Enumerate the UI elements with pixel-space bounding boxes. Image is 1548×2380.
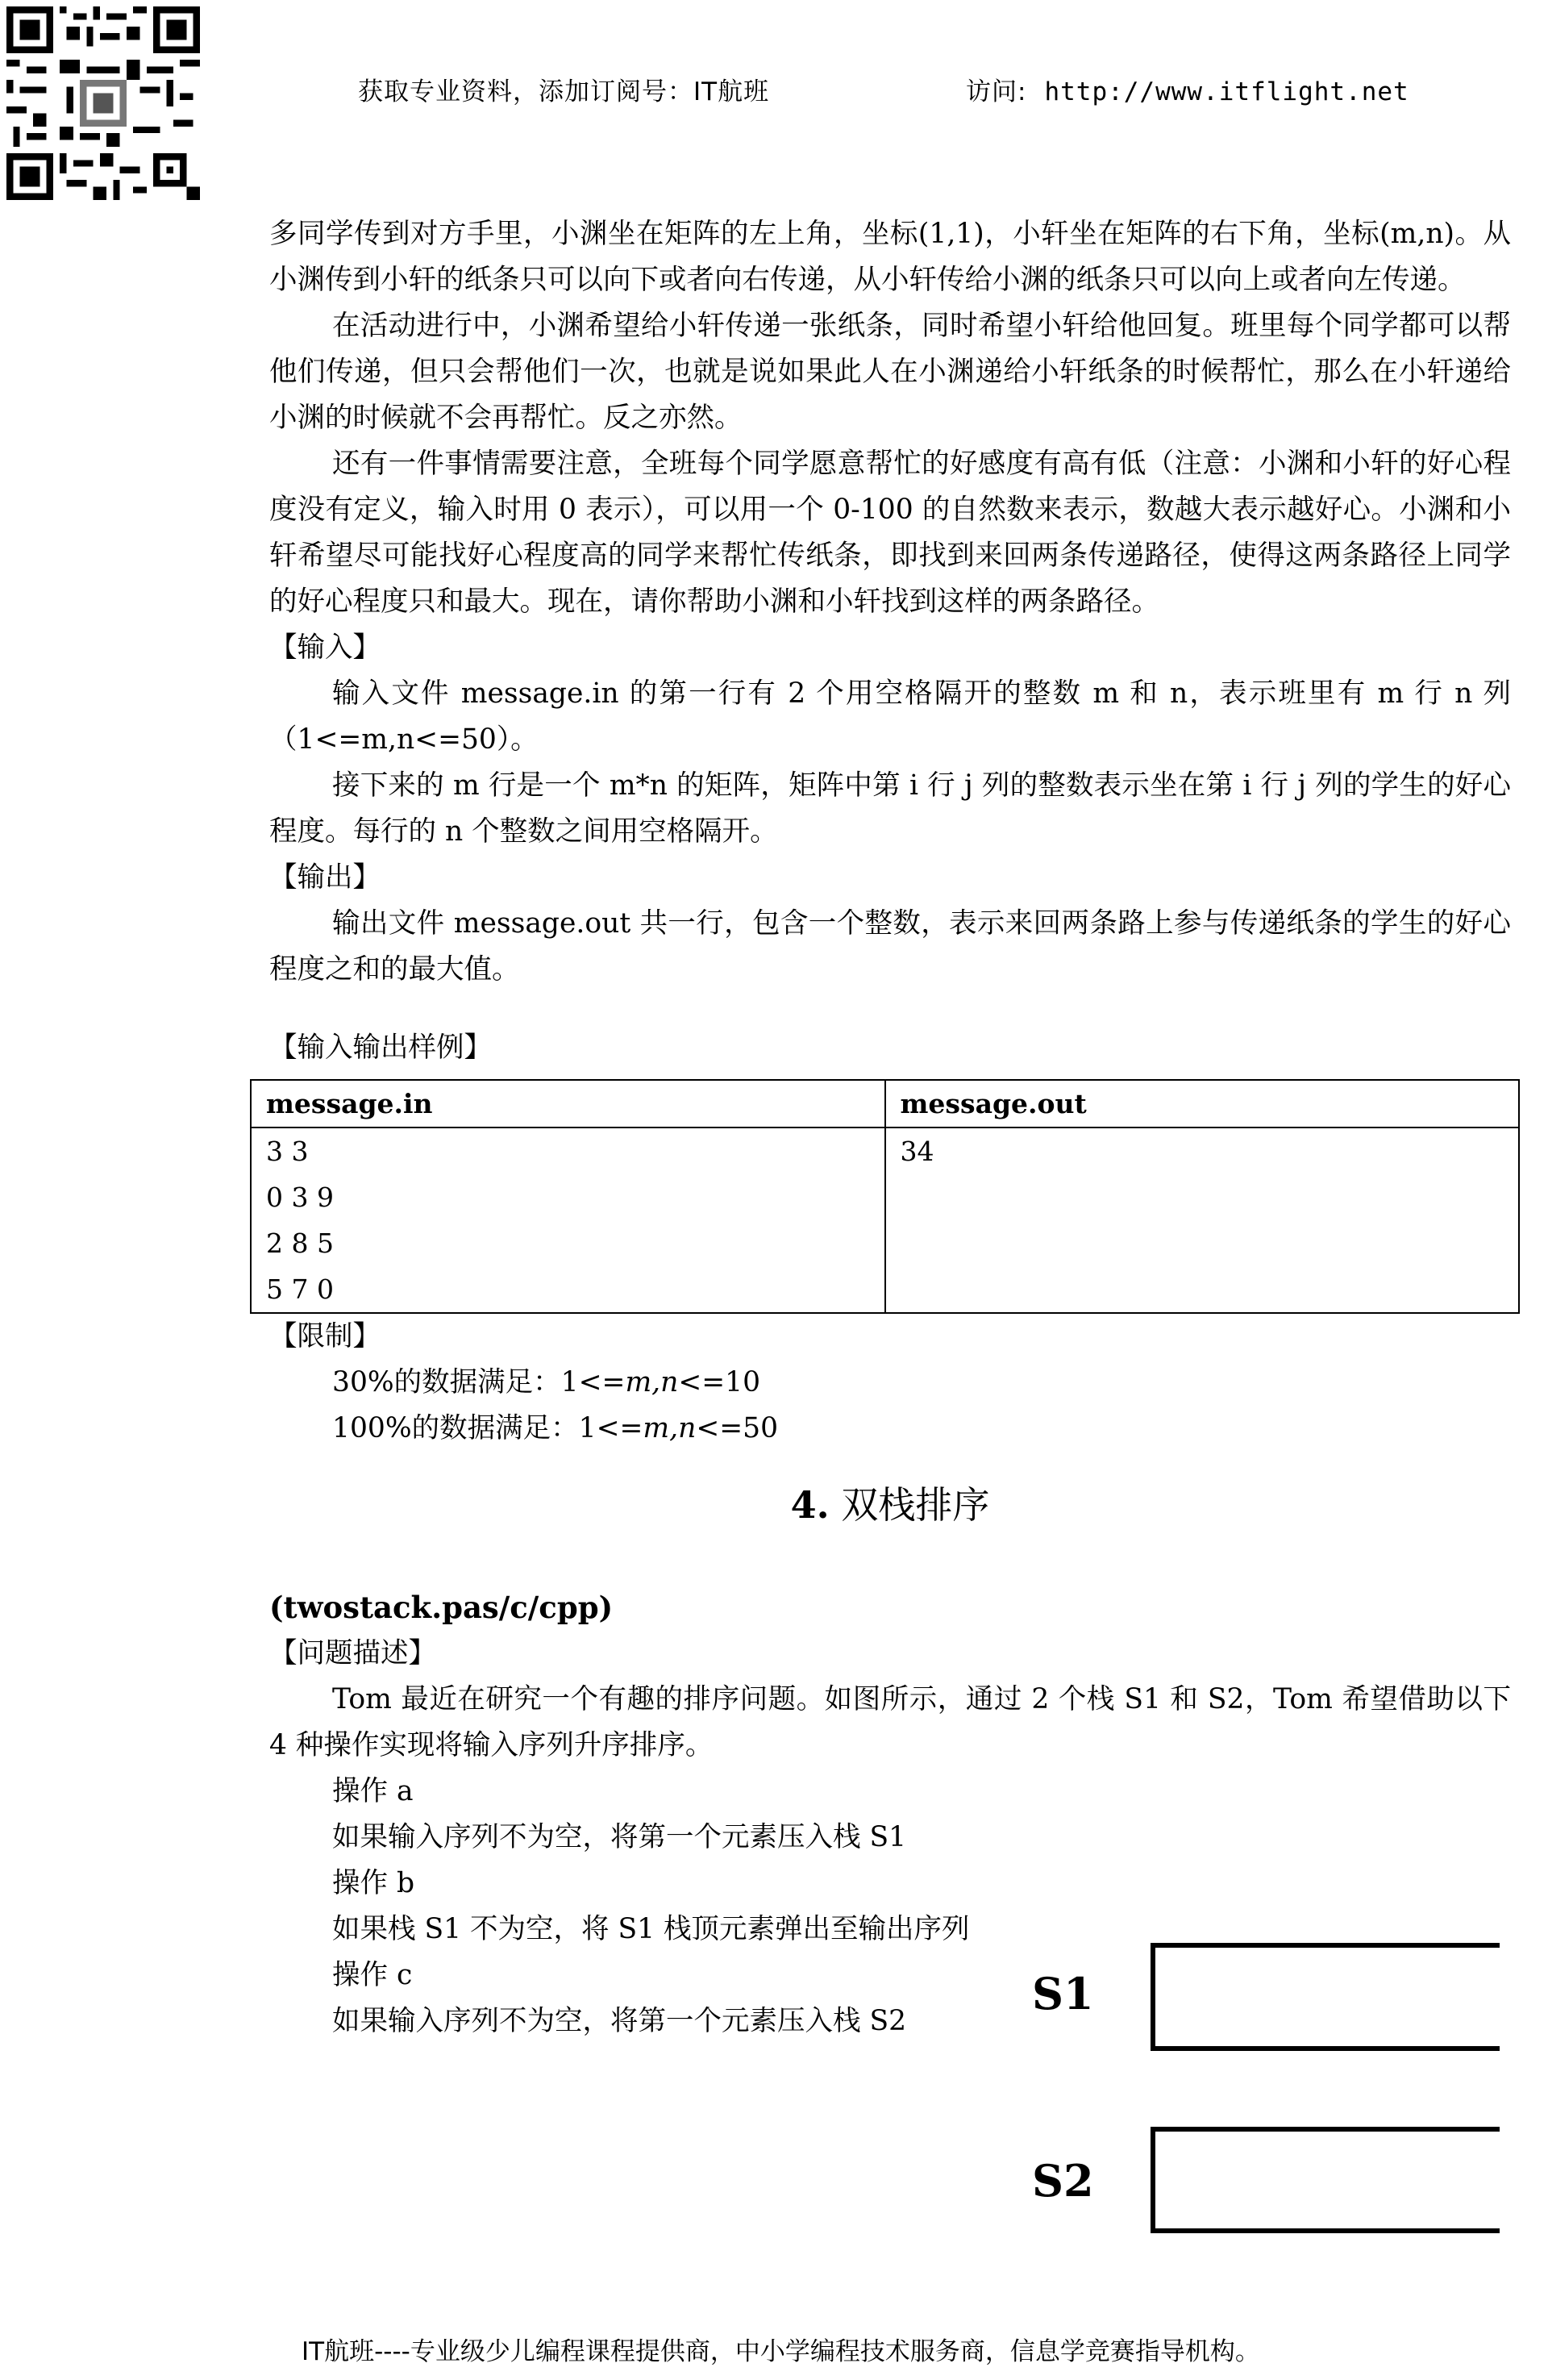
table-header-out: message.out: [885, 1080, 1520, 1127]
paragraph: 多同学传到对方手里，小渊坐在矩阵的左上角，坐标(1,1)，小轩坐在矩阵的右下角，坐标(m,n)。从小渊传到小轩的纸条只可以向下或者向右传递，从小轩传给小渊的纸条只可以向上或者向左传递。: [269, 218, 1511, 296]
op-desc: 如果输入序列不为空，将第一个元素压入栈 S2: [332, 2005, 907, 2037]
header-url[interactable]: http://www.itflight.net: [1044, 77, 1409, 106]
op-label: 操作 b: [332, 1867, 415, 1899]
section-heading-desc: 【问题描述】: [269, 1637, 436, 1669]
paragraph: Tom 最近在研究一个有趣的排序问题。如图所示，通过 2 个栈 S1 和 S2，Tom 希望借助以下 4 种操作实现将输入序列升序排序。: [269, 1683, 1511, 1761]
limit-line: 30%的数据满足：1<=m,n<=10: [332, 1366, 761, 1398]
page-footer: IT航班----专业级少儿编程课程提供商，中小学编程技术服务商，信息学竞赛指导机构。: [302, 2337, 1260, 2366]
problem-title: 4. 双栈排序: [790, 1483, 990, 1527]
sample-table: [250, 1079, 1520, 1314]
paragraph: 输出文件 message.out 共一行，包含一个整数，表示来回两条路上参与传递纸条的学生的好心程度之和的最大值。: [269, 907, 1511, 986]
section-heading-input: 【输入】: [269, 631, 381, 664]
qr-code: [6, 6, 200, 200]
paragraph: 还有一件事情需要注意，全班每个同学愿意帮忙的好感度有高有低（注意：小渊和小轩的好心程度没有定义，输入时用 0 表示），可以用一个 0-100 的自然数来表示，数越大表示越好心。小渊和小轩希望尽可能找好心程度高的同学来帮忙传纸条，即找到来回两条传递路径，使得这两条路径上同学的好心程度只和最大。现在，请你帮助小渊和小轩找到这样的两条路径。: [269, 448, 1511, 618]
sample-in-line: 3 3: [266, 1136, 309, 1167]
op-label: 操作 c: [332, 1959, 413, 1991]
table-header-in: message.in: [251, 1080, 885, 1127]
op-label: 操作 a: [332, 1775, 414, 1807]
paragraph: 输入文件 message.in 的第一行有 2 个用空格隔开的整数 m 和 n，表示班里有 m 行 n 列（1<=m,n<=50）。: [269, 677, 1511, 756]
sample-in-line: 0 3 9: [266, 1182, 334, 1213]
op-desc: 如果输入序列不为空，将第一个元素压入栈 S1: [332, 1821, 907, 1853]
table-cell-out: [885, 1127, 1520, 1313]
limit-line: 100%的数据满足：1<=m,n<=50: [332, 1412, 779, 1444]
stack-label-s1: S1: [1032, 1968, 1094, 2019]
stack-label-s2: S2: [1032, 2155, 1094, 2207]
paragraph: 在活动进行中，小渊希望给小轩传递一张纸条，同时希望小轩给他回复。班里每个同学都可以帮他们传递，但只会帮他们一次，也就是说如果此人在小渊递给小轩纸条的时候帮忙，那么在小轩递给小渊的时候就不会再帮忙。反之亦然。: [269, 310, 1511, 434]
page-header: [358, 71, 1409, 107]
sample-in-line: 5 7 0: [266, 1273, 334, 1305]
operations-list: [269, 1769, 979, 2044]
table-cell-in: [251, 1127, 885, 1313]
header-visit: [966, 71, 1409, 107]
section-heading-limits: 【限制】: [269, 1320, 381, 1353]
problem-filename: (twostack.pas/c/cpp): [269, 1590, 614, 1625]
header-promo: 获取专业资料，添加订阅号：IT航班: [358, 77, 770, 106]
sample-out-line: 34: [900, 1136, 934, 1167]
paragraph: 接下来的 m 行是一个 m*n 的矩阵，矩阵中第 i 行 j 列的整数表示坐在第 i 行 j 列的学生的好心程度。每行的 n 个整数之间用空格隔开。: [269, 769, 1511, 848]
section-heading-sample: 【输入输出样例】: [269, 1032, 492, 1064]
stack-s1-box: [1153, 1945, 1500, 2049]
stack-s2-box: [1153, 2129, 1500, 2231]
document-body: [266, 211, 1511, 2044]
visit-label: 访问:: [966, 77, 1027, 106]
sample-in-line: 2 8 5: [266, 1228, 334, 1259]
section-heading-output: 【输出】: [269, 861, 381, 894]
stack-figure: [1024, 1936, 1508, 2242]
stack-boxes: [1024, 1936, 1508, 2242]
op-desc: 如果栈 S1 不为空，将 S1 栈顶元素弹出至输出序列: [332, 1913, 970, 1945]
